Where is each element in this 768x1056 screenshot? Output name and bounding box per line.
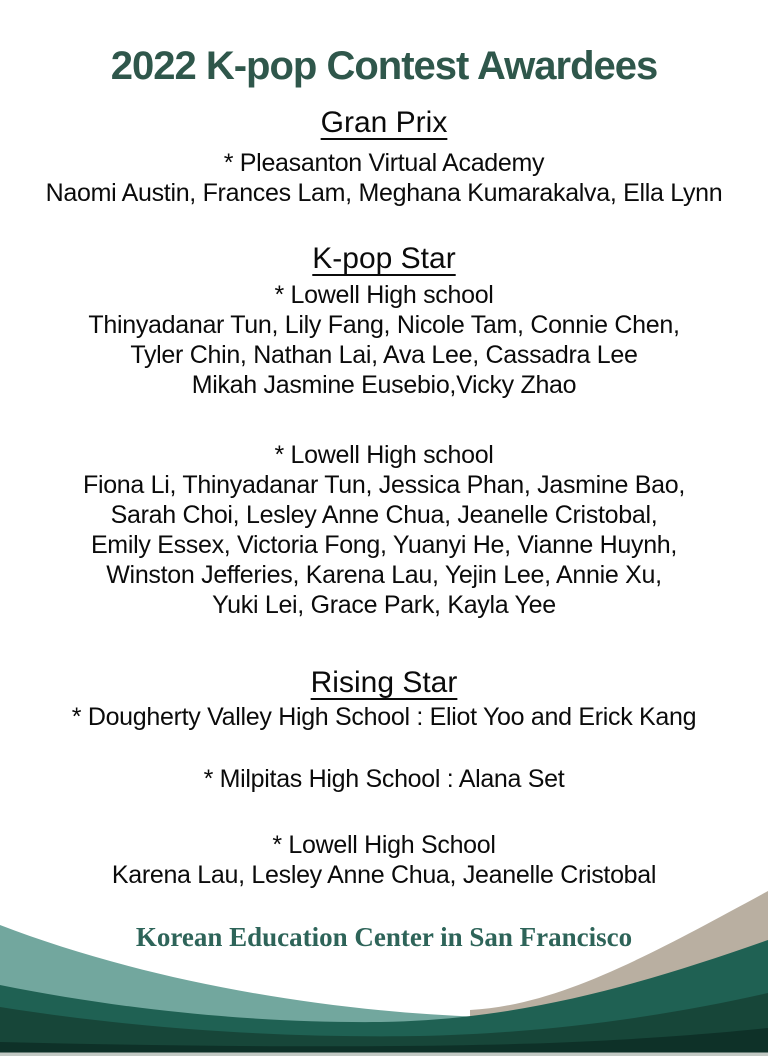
kpop-star-heading (0, 240, 768, 278)
section-rising-star (0, 664, 768, 890)
names-line: Yuki Lei, Grace Park, Kayla Yee (212, 591, 556, 619)
names-line: Mikah Jasmine Eusebio,Vicky Zhao (191, 371, 577, 399)
school-line: * Lowell High School (272, 831, 496, 859)
names-line: Winston Jefferies, Karena Lau, Yejin Lee, Annie Xu, (106, 561, 662, 589)
names-line: Fiona Li, Thinyadanar Tun, Jessica Phan, Jasmine Bao, (82, 471, 686, 499)
bottom-edge-line (0, 1053, 768, 1056)
names-line: Tyler Chin, Nathan Lai, Ava Lee, Cassadra Lee (130, 341, 638, 369)
names-line: Naomi Austin, Frances Lam, Meghana Kumarakalva, Ella Lynn (45, 179, 723, 207)
school-line: * Milpitas High School : Alana Set (203, 765, 565, 793)
names-line: Thinyadanar Tun, Lily Fang, Nicole Tam, Connie Chen, (88, 311, 680, 339)
gran-prix-heading-text: Gran Prix (320, 106, 448, 139)
poster-content (0, 42, 768, 954)
kpop-star-heading-text: K-pop Star (312, 242, 456, 275)
footer-organization: Korean Education Center in San Francisco (135, 922, 633, 952)
gran-prix-heading (0, 104, 768, 142)
school-line: * Lowell High school (274, 441, 494, 469)
page-title: 2022 K-pop Contest Awardees (110, 44, 658, 88)
school-line: * Lowell High school (274, 281, 494, 309)
section-kpop-star (0, 240, 768, 620)
names-line: Sarah Choi, Lesley Anne Chua, Jeanelle Cristobal, (110, 501, 658, 529)
rising-star-heading (0, 664, 768, 702)
school-line: * Dougherty Valley High School : Eliot Yoo and Erick Kang (71, 703, 697, 731)
section-gran-prix (0, 104, 768, 208)
names-line: Karena Lau, Lesley Anne Chua, Jeanelle Cristobal (111, 861, 657, 889)
school-line: * Pleasanton Virtual Academy (223, 149, 545, 177)
rising-star-heading-text: Rising Star (310, 666, 458, 699)
names-line: Emily Essex, Victoria Fong, Yuanyi He, Vianne Huynh, (90, 531, 678, 559)
